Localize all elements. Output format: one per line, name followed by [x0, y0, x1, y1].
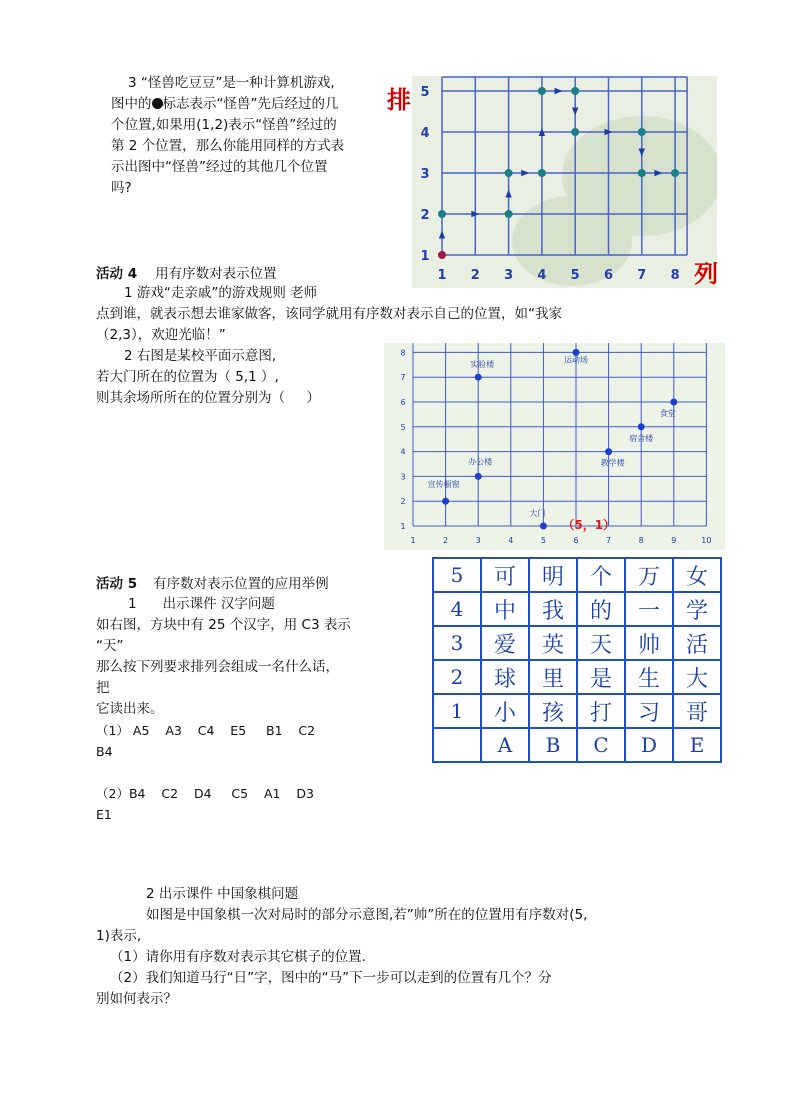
path-arrow	[439, 231, 445, 239]
character-cell: 个	[577, 558, 625, 592]
question1-line: （1） A5 A3 C4 E5 B1 C2	[96, 723, 316, 738]
activity4-p2-line1: 2 右图是某校平面示意图,	[124, 348, 277, 364]
row-number: 2	[433, 660, 481, 694]
row-label: 排	[387, 85, 411, 114]
character-cell: 英	[529, 626, 577, 660]
character-cell: 帅	[625, 626, 673, 660]
character-cell: 里	[529, 660, 577, 694]
activity4-p1-line2: 点到谁，就表示想去谁家做客，该同学就用有序数对表示自己的位置，如“我家	[96, 306, 562, 322]
q3-line-3: 个位置,如果用(1,2)表示“怪兽”经过的	[111, 117, 337, 133]
character-cell: 球	[481, 660, 529, 694]
place-dot	[638, 423, 645, 430]
monster-path-grid	[412, 76, 717, 288]
grid-row	[433, 626, 721, 660]
x-tick-label: 5	[570, 268, 580, 283]
y-tick-label: 2	[400, 497, 406, 507]
activity4-p2-line2: 若大门所在的位置为（ 5,1 ）,	[96, 369, 279, 385]
activity5-title	[96, 572, 329, 592]
path-arrow	[521, 170, 529, 176]
x-tick-label: 7	[606, 536, 612, 545]
x-tick-label: 8	[670, 268, 680, 283]
place-dot	[475, 374, 482, 381]
chess-question2-cont: 别如何表示？	[96, 991, 177, 1007]
grid-row	[433, 558, 721, 592]
path-point	[438, 210, 446, 218]
column-letter: D	[625, 728, 673, 762]
x-tick-label: 1	[437, 268, 447, 283]
place-dot	[670, 399, 677, 406]
school-map-grid	[384, 343, 725, 550]
place-dot	[475, 473, 482, 480]
x-tick-label: 4	[537, 268, 547, 283]
character-cell: 的	[577, 592, 625, 626]
place-dot	[605, 448, 612, 455]
y-tick-label: 3	[420, 167, 430, 182]
activity4-p1-line1: 1 游戏“走亲戚”的游戏规则 老师	[124, 285, 318, 301]
place-label: 实验楼	[470, 360, 495, 370]
activity5-body	[96, 594, 406, 825]
x-tick-label: 2	[443, 536, 449, 545]
path-arrow	[572, 108, 578, 116]
character-cell: 哥	[673, 694, 721, 728]
place-dot	[540, 523, 547, 530]
x-tick-label: 7	[637, 268, 647, 283]
character-cell: 爱	[481, 626, 529, 660]
path-point	[571, 87, 579, 95]
place-label: 办公楼	[468, 457, 493, 467]
activity5-line5: 它读出来。	[96, 701, 164, 717]
character-cell: 天	[577, 626, 625, 660]
x-tick-label: 4	[508, 536, 514, 545]
y-tick-label: 8	[400, 348, 406, 358]
chess-section	[96, 884, 706, 1010]
character-cell: 女	[673, 558, 721, 592]
question2-line: （2）B4 C2 D4 C5 A1 D3	[96, 786, 314, 801]
character-cell: 打	[577, 694, 625, 728]
character-cell: 生	[625, 660, 673, 694]
place-label: 宿舍楼	[629, 433, 654, 443]
character-cell: 小	[481, 694, 529, 728]
path-point	[538, 169, 546, 177]
place-label: 宣传橱窗	[427, 480, 460, 490]
column-letter-row	[433, 728, 721, 762]
x-tick-label: 10	[701, 536, 712, 545]
y-tick-label: 1	[400, 522, 406, 531]
q3-line-1: 3 “怪兽吃豆豆”是一种计算机游戏,	[128, 75, 335, 91]
y-tick-label: 4	[420, 126, 430, 141]
character-cell: 明	[529, 558, 577, 592]
row-number: 4	[433, 592, 481, 626]
x-tick-label: 5	[540, 536, 546, 545]
character-cell: 我	[529, 592, 577, 626]
question1-line2: B4	[96, 744, 113, 759]
activity4-label: 活动 4	[96, 266, 138, 282]
chess-question2: （2）我们知道马行“日”字，图中的“马”下一步可以走到的位置有几个？分	[110, 970, 552, 986]
x-tick-label: 1	[410, 536, 416, 545]
column-letter: C	[577, 728, 625, 762]
chess-line3: 1)表示,	[96, 928, 142, 944]
path-point	[638, 128, 646, 136]
activity4-p1-line3: （2,3），欢迎光临！”	[96, 327, 226, 343]
row-number: 5	[433, 558, 481, 592]
y-tick-label: 2	[420, 208, 430, 223]
y-tick-label: 3	[400, 472, 406, 482]
school-map-figure	[384, 343, 725, 550]
place-label: 大门	[529, 509, 546, 518]
character-cell: 可	[481, 558, 529, 592]
path-arrow	[505, 190, 511, 198]
place-label: 教学楼	[600, 458, 625, 468]
character-cell: 活	[673, 626, 721, 660]
place-label: 食堂	[659, 409, 676, 418]
chess-line2: 如图是中国象棋一次对局时的部分示意图,若”帅”所在的位置用有序数对(5,	[146, 907, 588, 923]
q3-line-2a: 图中的	[111, 96, 152, 112]
activity5-line2: “天”	[96, 638, 124, 654]
path-point	[571, 128, 579, 136]
monster-path-figure	[412, 76, 717, 288]
place-label: 运动场	[564, 355, 588, 365]
activity5-label: 活动 5	[96, 576, 138, 592]
x-tick-label: 3	[504, 268, 514, 283]
row-number: 1	[433, 694, 481, 728]
activity5-item-text: 出示课件 汉字问题	[162, 596, 275, 612]
x-tick-label: 9	[671, 536, 677, 545]
y-tick-label: 4	[400, 447, 406, 457]
corner-cell	[433, 728, 481, 762]
q3-line-4: 第 2 个位置，那么你能用同样的方式表	[111, 138, 345, 154]
x-tick-label: 2	[470, 268, 480, 283]
path-point	[671, 169, 679, 177]
grid-row	[433, 694, 721, 728]
q3-line-6: 吗?	[111, 180, 132, 196]
row-number: 3	[433, 626, 481, 660]
activity4-subtitle: 用有序数对表示位置	[155, 266, 277, 282]
q3-line-2b: 标志表示“怪兽”先后经过的几	[162, 96, 339, 112]
character-cell: 习	[625, 694, 673, 728]
activity5-subtitle: 有序数对表示位置的应用举例	[153, 576, 329, 592]
q3-line-2	[111, 94, 401, 115]
activity5-line4: 把	[96, 680, 110, 696]
path-point	[538, 87, 546, 95]
grid-row	[433, 592, 721, 626]
path-point	[505, 169, 513, 177]
q3-block	[111, 73, 401, 199]
activity4-p2-line3: 则其余场所所在的位置分别为（ ）	[96, 390, 320, 406]
y-tick-label: 7	[400, 373, 406, 383]
column-label: 列	[694, 259, 718, 288]
chess-title: 2 出示课件 中国象棋问题	[146, 886, 299, 902]
path-arrow	[555, 88, 563, 94]
q3-line-5: 示出图中“怪兽”经过的其他几个位置	[111, 159, 328, 175]
y-tick-label: 5	[420, 85, 430, 100]
path-arrow	[654, 170, 662, 176]
character-cell: 孩	[529, 694, 577, 728]
grid-row	[433, 660, 721, 694]
y-tick-label: 1	[420, 249, 430, 264]
activity4-title	[96, 262, 277, 282]
character-cell: 是	[577, 660, 625, 694]
x-tick-label: 3	[475, 536, 481, 545]
x-tick-label: 6	[603, 268, 614, 283]
place-dot	[442, 498, 449, 505]
activity5-line3: 那么按下列要求排列会组成一名什么话，	[96, 659, 339, 675]
column-letter: A	[481, 728, 529, 762]
character-cell: 大	[673, 660, 721, 694]
column-letter: B	[529, 728, 577, 762]
character-cell: 学	[673, 592, 721, 626]
x-tick-label: 6	[573, 536, 579, 545]
path-point	[638, 169, 646, 177]
character-cell: 万	[625, 558, 673, 592]
start-point	[438, 251, 446, 259]
path-point	[505, 210, 513, 218]
chess-question1: （1）请你用有序数对表示其它棋子的位置.	[110, 949, 366, 965]
question2-line2: E1	[96, 807, 112, 822]
y-tick-label: 6	[400, 398, 406, 407]
column-letter: E	[673, 728, 721, 762]
activity5-item-number: 1	[128, 596, 137, 612]
character-cell: 一	[625, 592, 673, 626]
monster-dot-icon	[152, 98, 163, 109]
gate-coordinate: （5，1）	[562, 518, 616, 532]
x-tick-label: 8	[638, 536, 644, 545]
activity5-line1: 如右图，方块中有 25 个汉字，用 C3 表示	[96, 617, 351, 633]
chinese-character-grid	[432, 557, 722, 763]
y-tick-label: 5	[400, 422, 406, 432]
path-arrow	[639, 149, 645, 157]
character-cell: 中	[481, 592, 529, 626]
